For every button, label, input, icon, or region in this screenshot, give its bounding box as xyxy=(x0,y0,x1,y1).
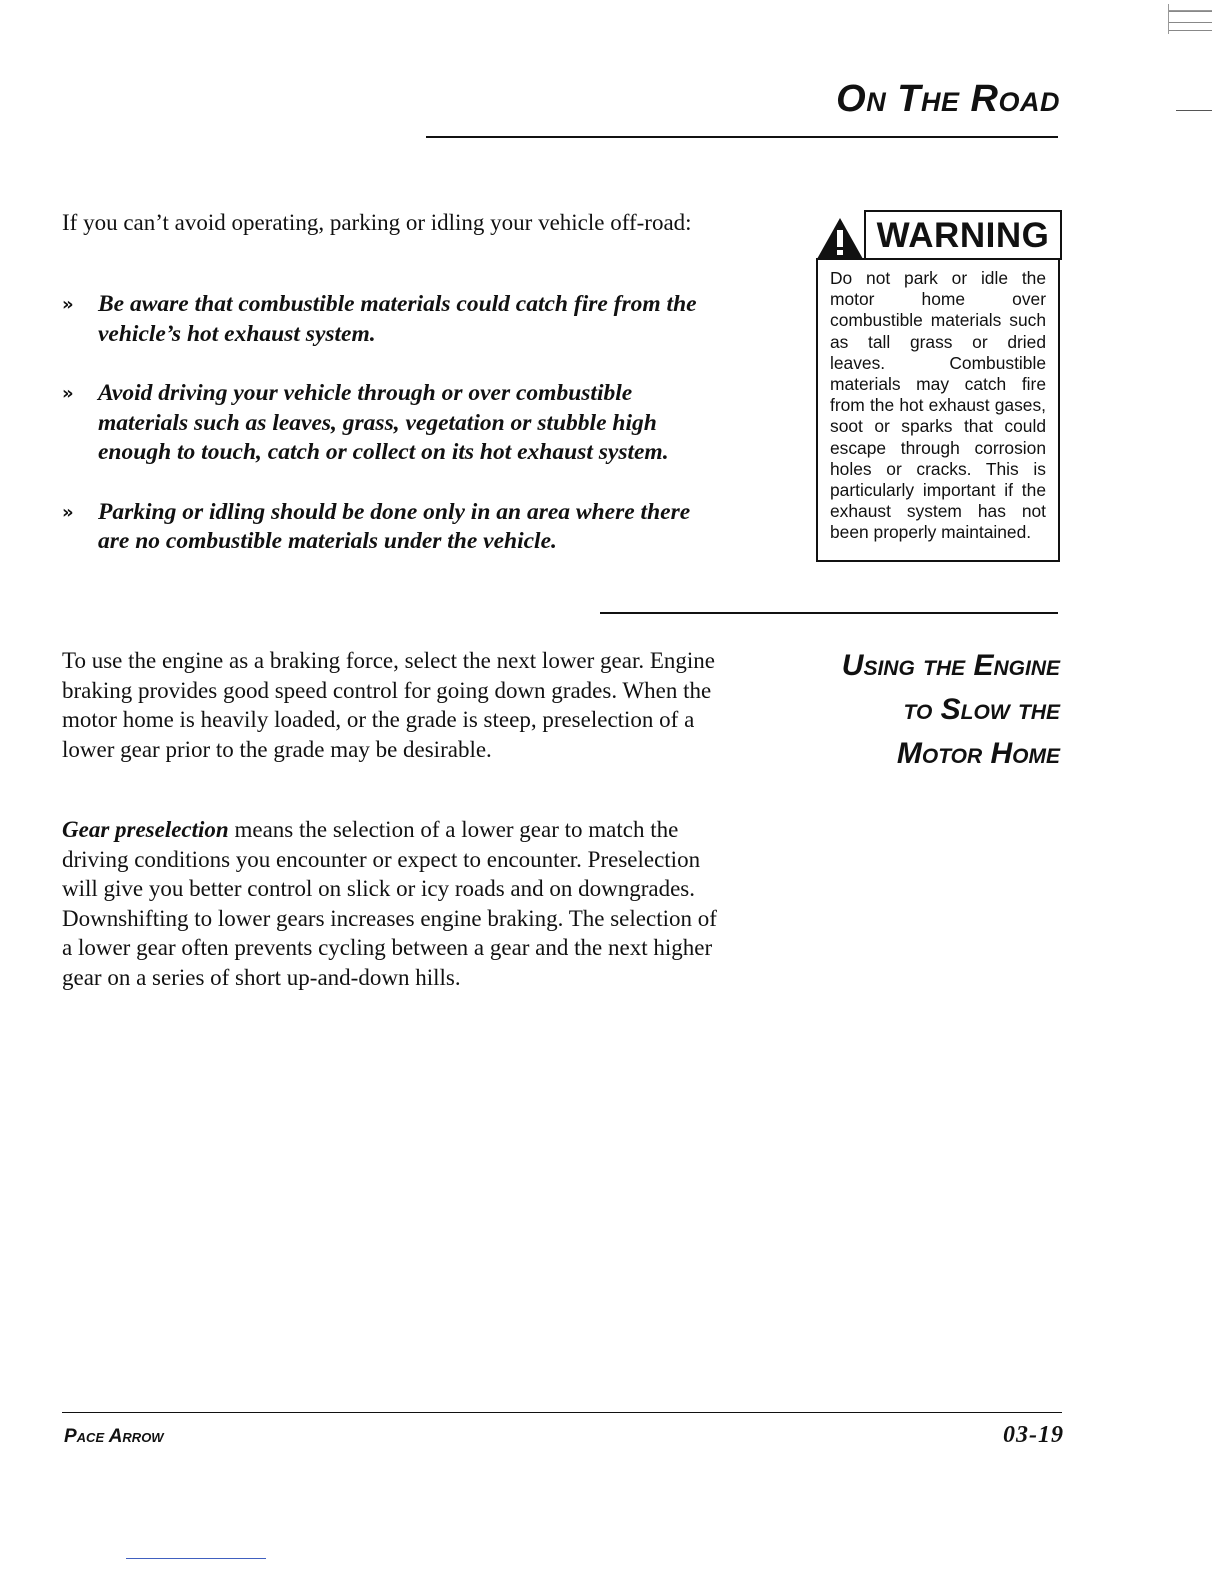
bullet-text: Parking or idling should be done only in an area where there are no combustible materials under the vehicle. xyxy=(98,498,691,554)
section-heading-line: Using the Engine xyxy=(841,649,1060,682)
scan-mark xyxy=(126,1558,266,1559)
warning-label: WARNING xyxy=(864,210,1062,260)
intro-paragraph: If you can’t avoid operating, parking or idling your vehicle off-road: xyxy=(62,210,692,235)
bullet-marker: » xyxy=(62,501,70,523)
scan-mark xyxy=(1168,30,1212,31)
warning-header xyxy=(816,210,1060,260)
scan-mark xyxy=(1168,10,1212,12)
footer-manual-name: Pace Arrow xyxy=(64,1426,164,1447)
section-rule xyxy=(600,612,1058,614)
gear-preselection-text: means the selection of a lower gear to match the driving conditions you encounter or expect to encounter. Preselection will give you better control on slick or icy roads and on downgrades. Downshifting to lower gears increases engine braking. The selection of a lower gear often prevents cycling between a gear and the next higher gear on a series of short up-and-down hills. xyxy=(62,817,717,990)
gear-preselection-term: Gear preselection xyxy=(62,817,229,842)
bullet-marker: » xyxy=(62,294,70,315)
scan-mark xyxy=(1168,4,1169,34)
bullet-text: Be aware that combustible materials could catch fire from the vehicle’s hot exhaust system. xyxy=(98,291,697,347)
section-heading-line: Motor Home xyxy=(896,737,1060,770)
bullet-marker: » xyxy=(62,383,70,404)
footer-rule xyxy=(62,1412,1062,1413)
section-heading-line: to Slow the xyxy=(903,693,1060,726)
section-heading xyxy=(842,644,1060,776)
bullet-text: Avoid driving your vehicle through or over combustible materials such as leaves, grass, vegetation or stubble high enough to touch, catch or collect on its hot exhaust system. xyxy=(98,380,669,465)
list-item xyxy=(62,290,722,349)
list-item xyxy=(62,379,722,468)
warning-triangle-icon xyxy=(816,216,864,260)
scan-mark xyxy=(1176,110,1212,111)
list-item xyxy=(62,498,722,557)
precaution-list xyxy=(62,290,722,587)
gear-preselection-paragraph xyxy=(62,815,722,992)
engine-braking-paragraph: To use the engine as a braking force, select the next lower gear. Engine braking provides good speed control for going down grades. When the motor home is heavily loaded, or the grade is steep, preselection of a lower gear prior to the grade may be desirable. xyxy=(62,648,715,762)
scan-mark xyxy=(1168,22,1212,23)
header-rule xyxy=(426,136,1058,138)
warning-box: Do not park or idle the motor home over combustible materials such as tall grass or dried leaves. Combustible materials may catch fire from the hot exhaust gases, soot or sparks that could escape through corrosion holes or cracks. This is particularly important if the exhaust system has not been properly maintained. xyxy=(816,258,1060,562)
page-header-title: On The Road xyxy=(836,78,1060,120)
page-number: 03-19 xyxy=(1003,1422,1064,1448)
